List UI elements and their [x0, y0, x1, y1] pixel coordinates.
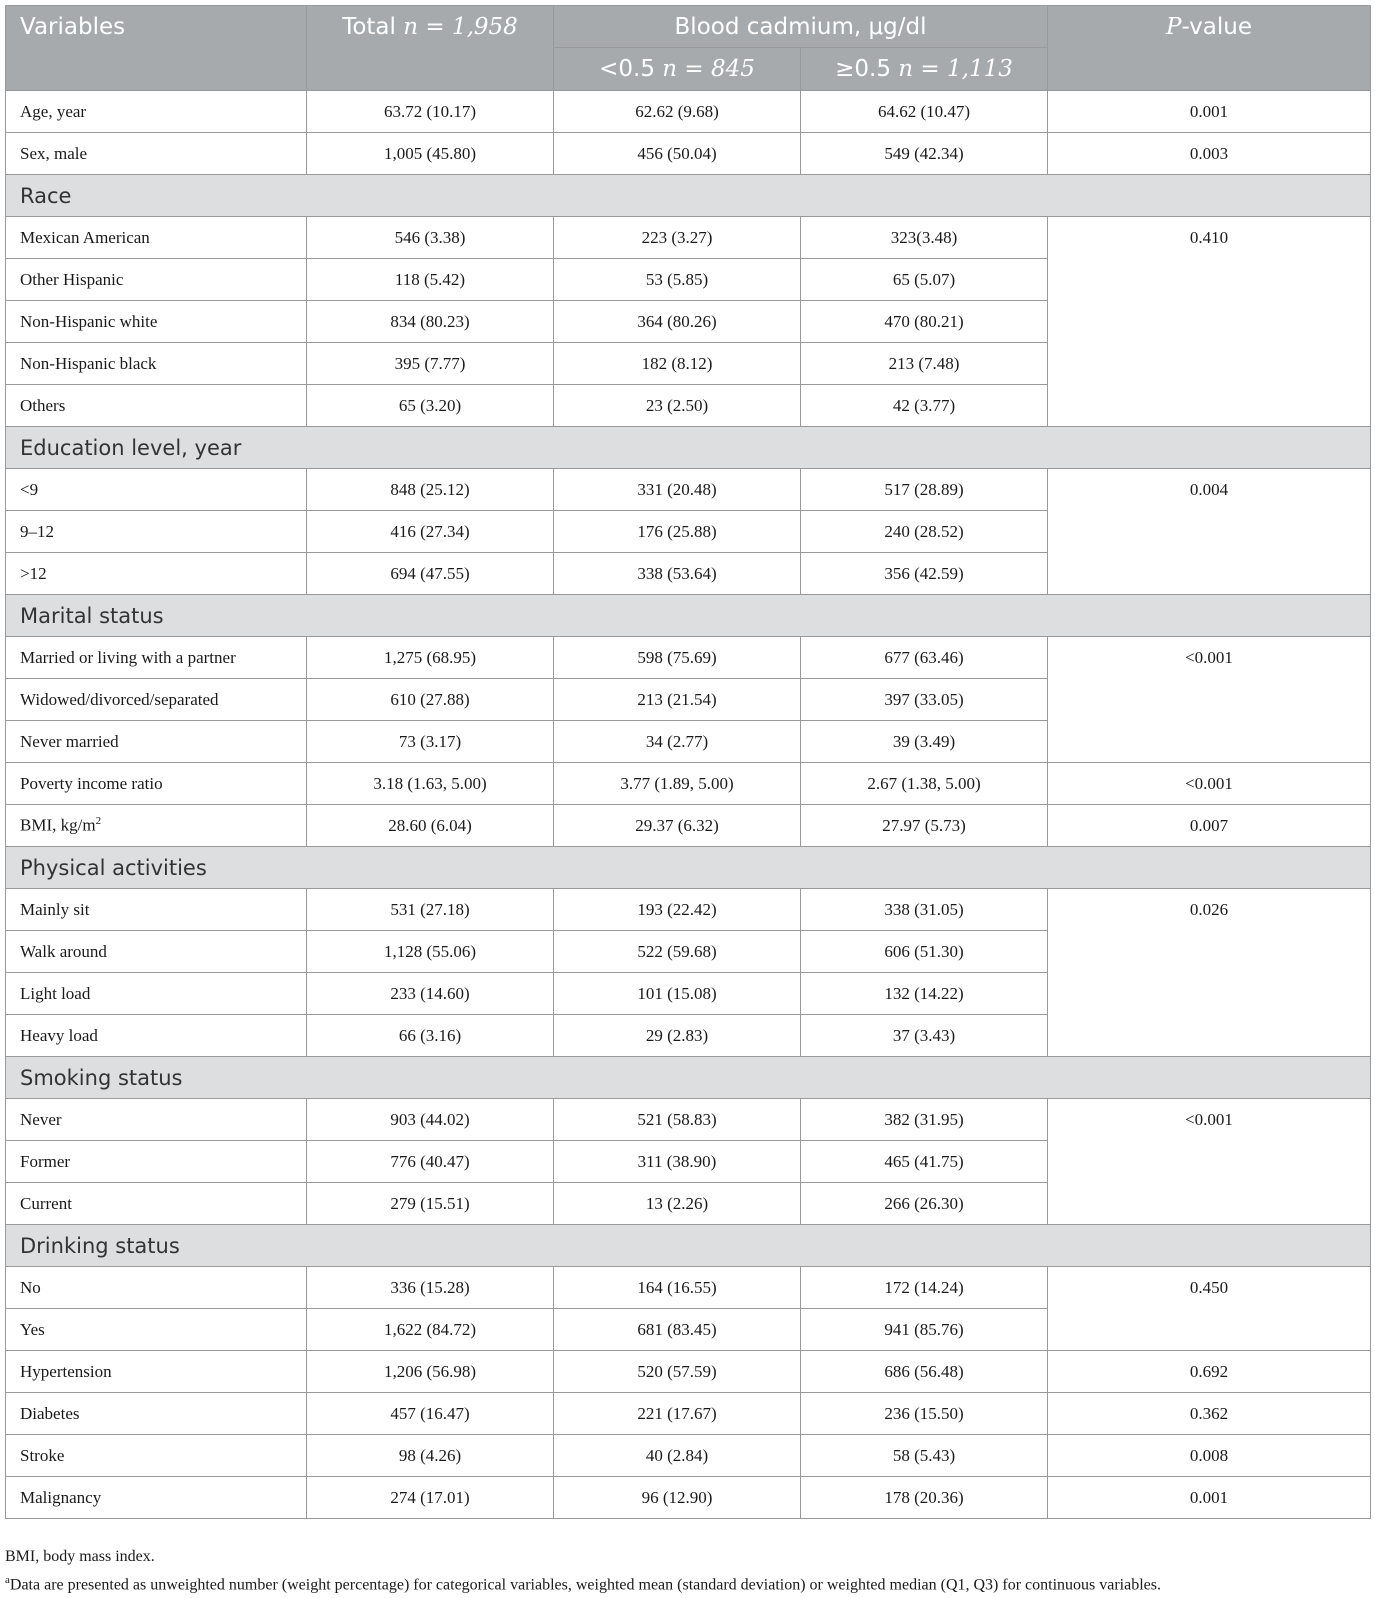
cell-high: 27.97 (5.73) — [801, 805, 1048, 847]
cell-total: 28.60 (6.04) — [307, 805, 554, 847]
header-variables: Variables — [6, 6, 307, 91]
cell-low: 29.37 (6.32) — [554, 805, 801, 847]
row-label: Sex, male — [6, 133, 307, 175]
row-label: Diabetes — [6, 1393, 307, 1435]
cell-low: 338 (53.64) — [554, 553, 801, 595]
section-title: Marital status — [6, 595, 1371, 637]
section-title: Drinking status — [6, 1225, 1371, 1267]
cell-low: 182 (8.12) — [554, 343, 801, 385]
cell-total: 3.18 (1.63, 5.00) — [307, 763, 554, 805]
cell-high: 42 (3.77) — [801, 385, 1048, 427]
baseline-characteristics-table — [5, 5, 1371, 1519]
cell-high: 606 (51.30) — [801, 931, 1048, 973]
cell-low: 193 (22.42) — [554, 889, 801, 931]
cell-p-value: <0.001 — [1048, 1099, 1371, 1225]
cell-high: 172 (14.24) — [801, 1267, 1048, 1309]
table-row — [6, 889, 1371, 931]
row-label: Other Hispanic — [6, 259, 307, 301]
cell-low: 223 (3.27) — [554, 217, 801, 259]
cell-total: 694 (47.55) — [307, 553, 554, 595]
cell-low: 520 (57.59) — [554, 1351, 801, 1393]
cell-high: 470 (80.21) — [801, 301, 1048, 343]
cell-high: 2.67 (1.38, 5.00) — [801, 763, 1048, 805]
cell-high: 549 (42.34) — [801, 133, 1048, 175]
row-label: Poverty income ratio — [6, 763, 307, 805]
row-label: Malignancy — [6, 1477, 307, 1519]
row-label: Mexican American — [6, 217, 307, 259]
cell-high: 677 (63.46) — [801, 637, 1048, 679]
cell-p-value: 0.003 — [1048, 133, 1371, 175]
cell-low: 681 (83.45) — [554, 1309, 801, 1351]
cell-high: 686 (56.48) — [801, 1351, 1048, 1393]
table-row — [6, 637, 1371, 679]
cell-high: 338 (31.05) — [801, 889, 1048, 931]
row-label: Heavy load — [6, 1015, 307, 1057]
cell-total: 416 (27.34) — [307, 511, 554, 553]
row-label: Widowed/divorced/separated — [6, 679, 307, 721]
section-education — [6, 427, 1371, 469]
cell-low: 164 (16.55) — [554, 1267, 801, 1309]
table-row-age — [6, 91, 1371, 133]
cell-p-value: 0.004 — [1048, 469, 1371, 595]
cell-low: 3.77 (1.89, 5.00) — [554, 763, 801, 805]
row-label: Current — [6, 1183, 307, 1225]
cell-total: 1,275 (68.95) — [307, 637, 554, 679]
row-label: Non-Hispanic white — [6, 301, 307, 343]
cell-low: 40 (2.84) — [554, 1435, 801, 1477]
cell-high: 266 (26.30) — [801, 1183, 1048, 1225]
cell-total: 66 (3.16) — [307, 1015, 554, 1057]
row-label: Age, year — [6, 91, 307, 133]
cell-low: 53 (5.85) — [554, 259, 801, 301]
cell-high: 517 (28.89) — [801, 469, 1048, 511]
header-blood-cadmium: Blood cadmium, μg/dl — [554, 6, 1048, 48]
section-physical — [6, 847, 1371, 889]
section-title: Physical activities — [6, 847, 1371, 889]
section-race — [6, 175, 1371, 217]
section-title: Smoking status — [6, 1057, 1371, 1099]
cell-total: 546 (3.38) — [307, 217, 554, 259]
table-row-stroke — [6, 1435, 1371, 1477]
cell-p-value: 0.001 — [1048, 1477, 1371, 1519]
cell-total: 1,128 (55.06) — [307, 931, 554, 973]
cell-total: 98 (4.26) — [307, 1435, 554, 1477]
row-label: Married or living with a partner — [6, 637, 307, 679]
row-label: Others — [6, 385, 307, 427]
cell-high: 132 (14.22) — [801, 973, 1048, 1015]
table-row-malignancy — [6, 1477, 1371, 1519]
row-label: Never married — [6, 721, 307, 763]
row-label: Non-Hispanic black — [6, 343, 307, 385]
cell-p-value: <0.001 — [1048, 763, 1371, 805]
row-label: 9–12 — [6, 511, 307, 553]
cell-total: 336 (15.28) — [307, 1267, 554, 1309]
row-label: No — [6, 1267, 307, 1309]
row-label: Mainly sit — [6, 889, 307, 931]
cell-total: 63.72 (10.17) — [307, 91, 554, 133]
cell-low: 13 (2.26) — [554, 1183, 801, 1225]
section-title: Race — [6, 175, 1371, 217]
table-row — [6, 469, 1371, 511]
row-label: >12 — [6, 553, 307, 595]
table-row-hypertension — [6, 1351, 1371, 1393]
footnote-a: $^a$Data are presented as unweighted number (weight percentage) for categorical variables, weighted mean (standard deviation) or weighted median (Q1, Q3) for continuous variables. — [5, 1574, 1161, 1594]
cell-low: 29 (2.83) — [554, 1015, 801, 1057]
cell-low: 213 (21.54) — [554, 679, 801, 721]
cell-total: 848 (25.12) — [307, 469, 554, 511]
cell-total: 457 (16.47) — [307, 1393, 554, 1435]
cell-high: 39 (3.49) — [801, 721, 1048, 763]
row-label: Light load — [6, 973, 307, 1015]
cell-total: 834 (80.23) — [307, 301, 554, 343]
header-total: Total n = 1,958 — [307, 6, 554, 91]
cell-high: 941 (85.76) — [801, 1309, 1048, 1351]
cell-low: 456 (50.04) — [554, 133, 801, 175]
cell-low: 221 (17.67) — [554, 1393, 801, 1435]
cell-low: 521 (58.83) — [554, 1099, 801, 1141]
row-label: Former — [6, 1141, 307, 1183]
cell-low: 101 (15.08) — [554, 973, 801, 1015]
cell-total: 610 (27.88) — [307, 679, 554, 721]
cell-high: 397 (33.05) — [801, 679, 1048, 721]
footnote-bmi: BMI, body mass index. — [5, 1548, 155, 1565]
cell-total: 1,206 (56.98) — [307, 1351, 554, 1393]
cell-high: 236 (15.50) — [801, 1393, 1048, 1435]
cell-high: 58 (5.43) — [801, 1435, 1048, 1477]
header-low-cadmium: <0.5 n = 845 — [554, 48, 801, 91]
cell-low: 331 (20.48) — [554, 469, 801, 511]
cell-p-value: 0.450 — [1048, 1267, 1371, 1351]
table-row — [6, 1099, 1371, 1141]
table-row — [6, 1267, 1371, 1309]
row-label: Hypertension — [6, 1351, 307, 1393]
row-label: <9 — [6, 469, 307, 511]
cell-p-value: 0.007 — [1048, 805, 1371, 847]
cell-total: 73 (3.17) — [307, 721, 554, 763]
cell-low: 176 (25.88) — [554, 511, 801, 553]
cell-low: 23 (2.50) — [554, 385, 801, 427]
cell-total: 279 (15.51) — [307, 1183, 554, 1225]
row-label: Never — [6, 1099, 307, 1141]
cell-total: 274 (17.01) — [307, 1477, 554, 1519]
cell-low: 598 (75.69) — [554, 637, 801, 679]
cell-high: 240 (28.52) — [801, 511, 1048, 553]
cell-high: 37 (3.43) — [801, 1015, 1048, 1057]
row-label: Yes — [6, 1309, 307, 1351]
cell-high: 323(3.48) — [801, 217, 1048, 259]
cell-high: 64.62 (10.47) — [801, 91, 1048, 133]
table-row-diabetes — [6, 1393, 1371, 1435]
cell-low: 311 (38.90) — [554, 1141, 801, 1183]
cell-high: 178 (20.36) — [801, 1477, 1048, 1519]
cell-low: 62.62 (9.68) — [554, 91, 801, 133]
cell-total: 903 (44.02) — [307, 1099, 554, 1141]
cell-total: 395 (7.77) — [307, 343, 554, 385]
cell-total: 65 (3.20) — [307, 385, 554, 427]
cell-high: 356 (42.59) — [801, 553, 1048, 595]
cell-low: 34 (2.77) — [554, 721, 801, 763]
cell-p-value: 0.362 — [1048, 1393, 1371, 1435]
cell-p-value: <0.001 — [1048, 637, 1371, 763]
table-row-poverty — [6, 763, 1371, 805]
cell-p-value: 0.008 — [1048, 1435, 1371, 1477]
cell-high: 465 (41.75) — [801, 1141, 1048, 1183]
cell-total: 233 (14.60) — [307, 973, 554, 1015]
cell-p-value: 0.410 — [1048, 217, 1371, 427]
table-row-sex — [6, 133, 1371, 175]
cell-total: 118 (5.42) — [307, 259, 554, 301]
cell-p-value: 0.026 — [1048, 889, 1371, 1057]
cell-total: 1,005 (45.80) — [307, 133, 554, 175]
cell-total: 1,622 (84.72) — [307, 1309, 554, 1351]
row-label: Walk around — [6, 931, 307, 973]
table-row — [6, 217, 1371, 259]
table-row-bmi — [6, 805, 1371, 847]
cell-total: 531 (27.18) — [307, 889, 554, 931]
header-p-value: P-value — [1048, 6, 1371, 91]
header-high-cadmium: ≥0.5 n = 1,113 — [801, 48, 1048, 91]
cell-high: 65 (5.07) — [801, 259, 1048, 301]
cell-p-value: 0.001 — [1048, 91, 1371, 133]
section-marital — [6, 595, 1371, 637]
cell-high: 382 (31.95) — [801, 1099, 1048, 1141]
cell-low: 364 (80.26) — [554, 301, 801, 343]
row-label: BMI, $kg/m^2$ — [6, 805, 307, 847]
section-smoking — [6, 1057, 1371, 1099]
row-label: Stroke — [6, 1435, 307, 1477]
cell-low: 522 (59.68) — [554, 931, 801, 973]
cell-p-value: 0.692 — [1048, 1351, 1371, 1393]
section-title: Education level, year — [6, 427, 1371, 469]
cell-low: 96 (12.90) — [554, 1477, 801, 1519]
cell-high: 213 (7.48) — [801, 343, 1048, 385]
section-drinking — [6, 1225, 1371, 1267]
cell-total: 776 (40.47) — [307, 1141, 554, 1183]
